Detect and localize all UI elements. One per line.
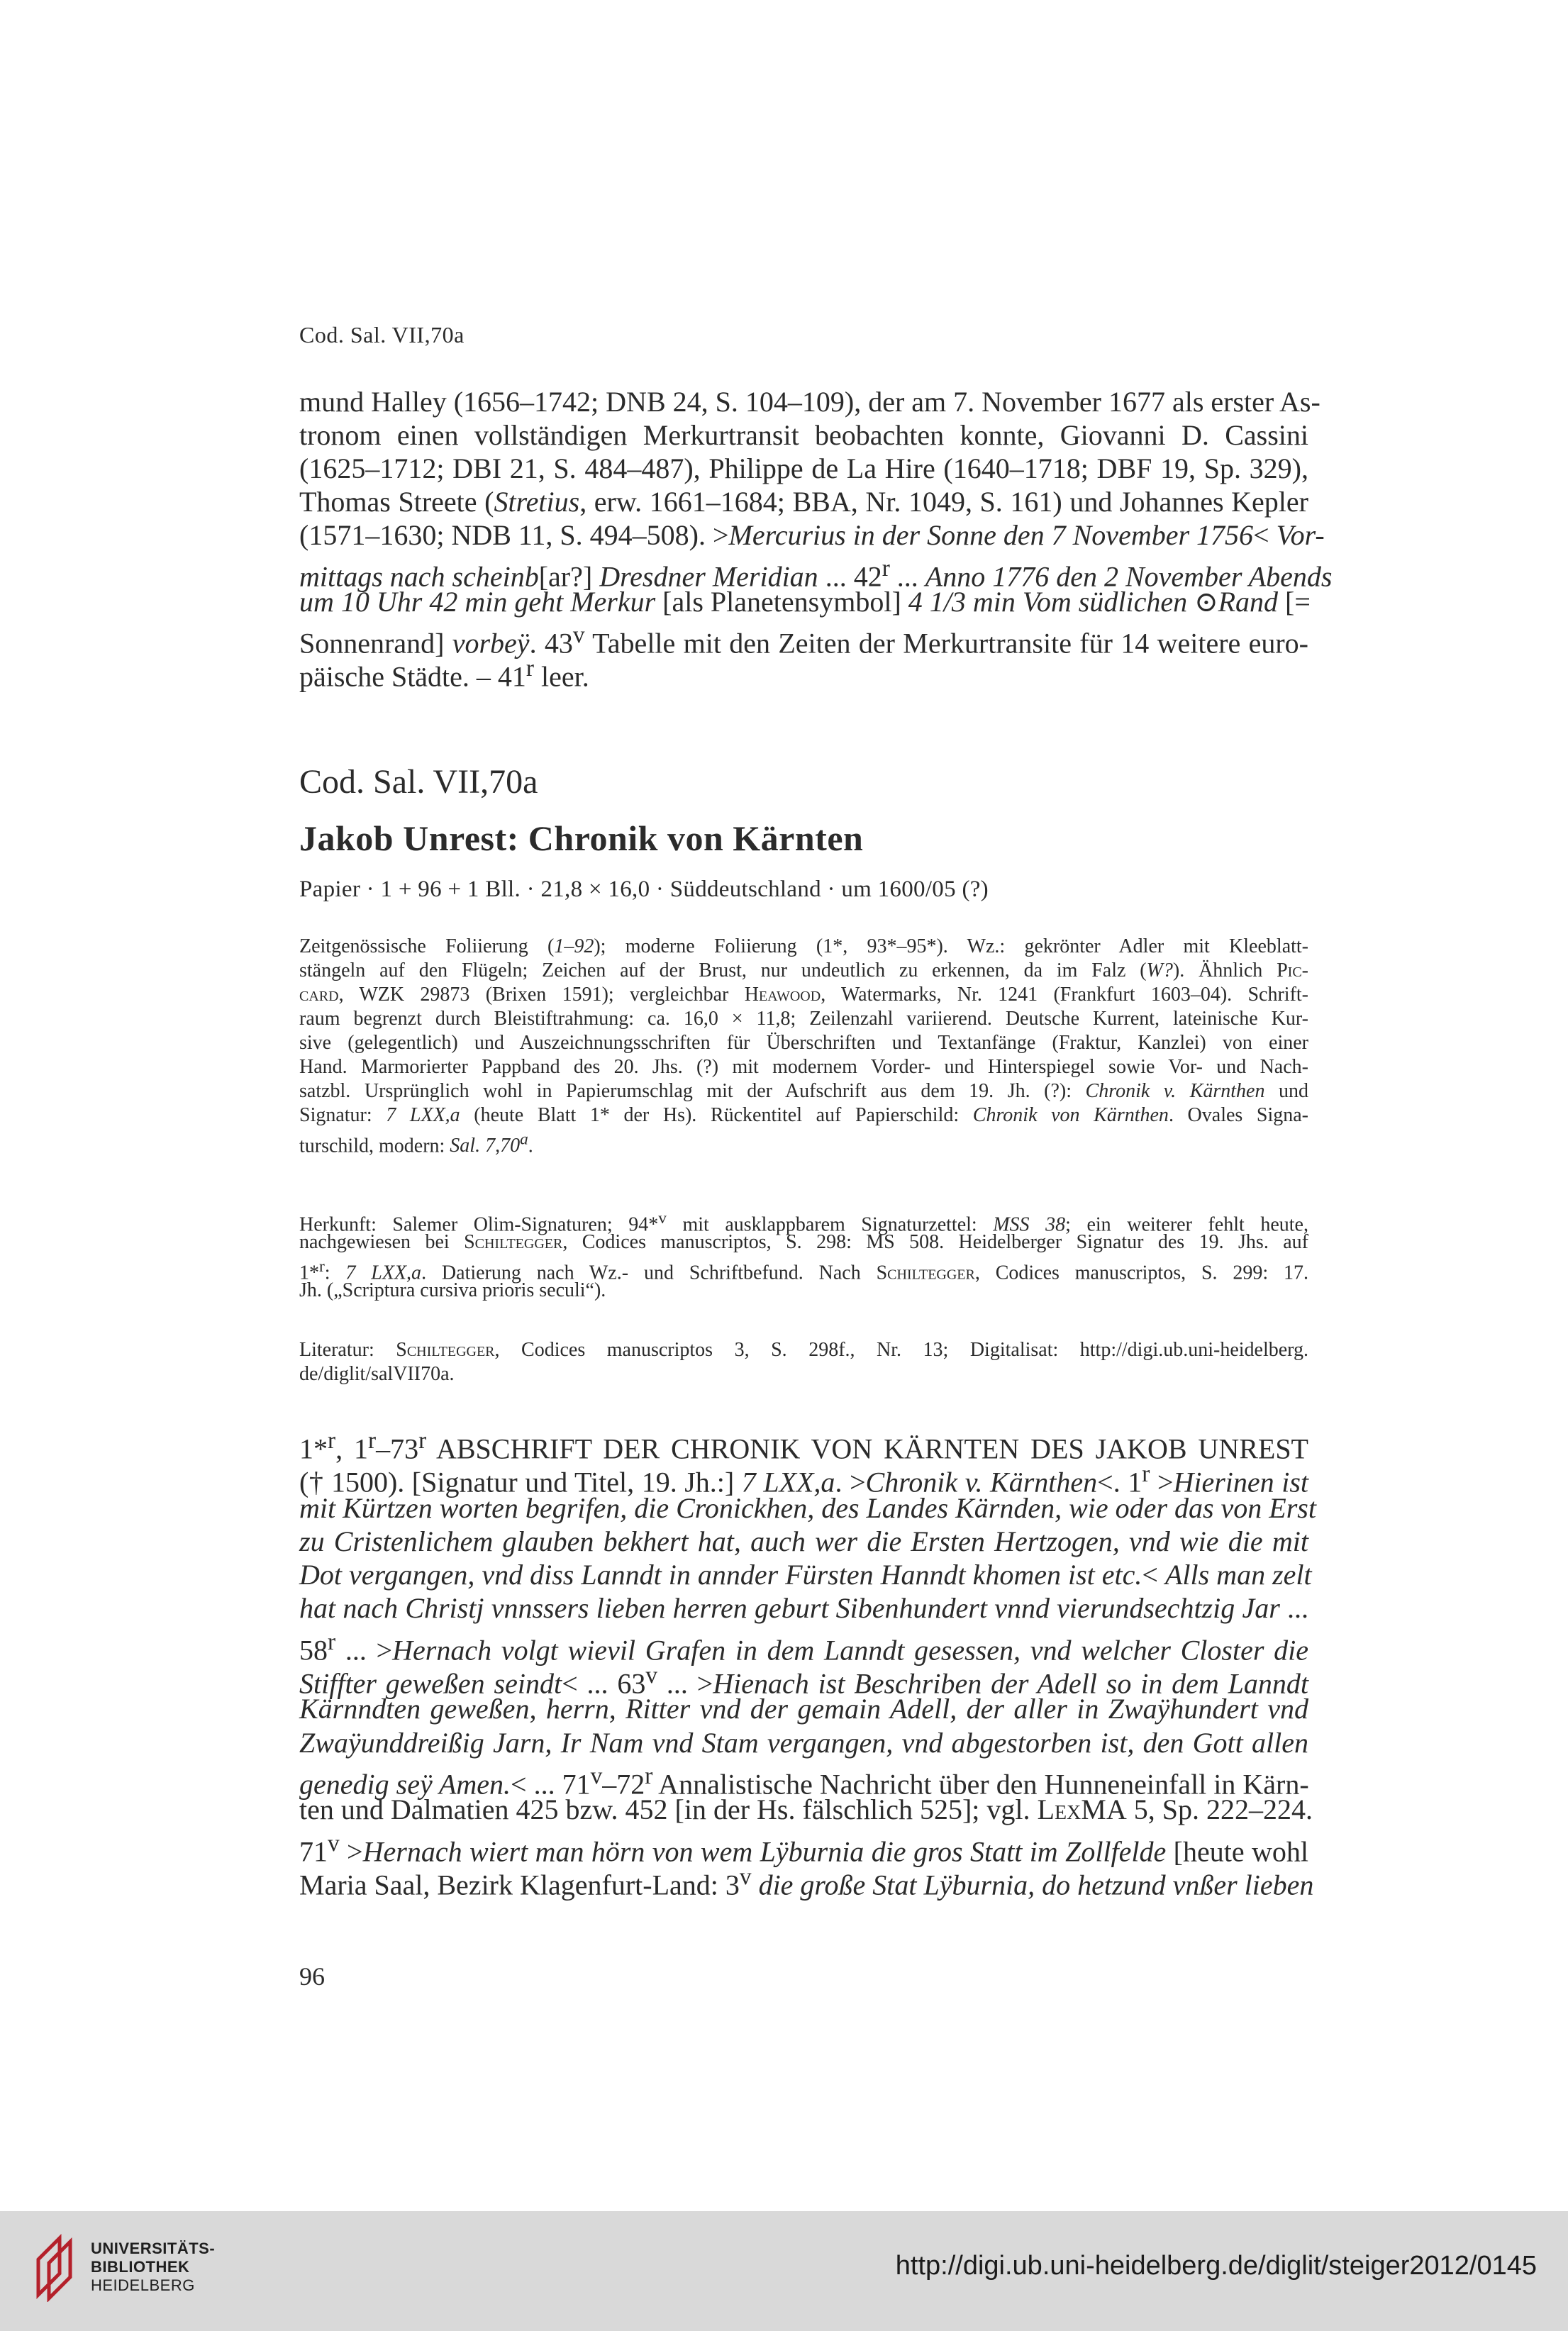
text-line: (1625–1712; DBI 21, S. 484–487), Philippe de La Hire (1640–1718; DBF 19, Sp. 329), — [299, 452, 1308, 484]
text-line: mit Kürtzen worten begrifen, die Cronickhen, des Landes Kärnden, wie oder das von Erst — [299, 1491, 1316, 1524]
text-line: satzbl. Ursprünglich wohl in Papierumschlag mit der Aufschrift aus dem 19. Jh. (?): Chronik v. Kärnthen und — [299, 1080, 1309, 1102]
text-line: nachgewiesen bei Schiltegger, Codices manuscriptos, S. 298: MS 508. Heidelberger Signatur des 19. Jhs. auf — [299, 1231, 1308, 1253]
running-head: Cod. Sal. VII,70a — [299, 322, 465, 347]
text-line: um 10 Uhr 42 min geht Merkur [als Planetensymbol] 4 1/3 min Vom südlichen ⊙Rand [= — [299, 586, 1311, 618]
text-line: genedig seÿ Amen.< ... 71$^v$–72$^r$ Annalistische Nachricht über den Hunneneinfall in Kärn- — [299, 1762, 1309, 1801]
page-number: 96 — [299, 1962, 325, 1991]
text-line: Stiffter geweßen seindt< ... 63$^v$ ... >Hienach ist Beschriben der Adell so in dem Lanndt — [299, 1662, 1309, 1700]
physical-description: Papier · 1 + 96 + 1 Bll. · 21,8 × 16,0 · Süddeutschland · um 1600/05 (?) — [299, 877, 989, 902]
text-line: Dot vergangen, vnd diss Lanndt in annder Fürsten Hanndt khomen ist etc.< Alls man zelt — [299, 1559, 1312, 1591]
library-name-line1: UNIVERSITÄTS- — [91, 2240, 216, 2257]
text-line: Kärnndten geweßen, herrn, Ritter vnd der gemain Adell, der aller in Zwaÿhundert vnd — [299, 1693, 1308, 1725]
library-name — [91, 2240, 215, 2295]
text-line: raum begrenzt durch Bleistiftrahmung: ca. 16,0 × 11,8; Zeilenzahl variierend. Deutsche Kurrent, lateinische Kur- — [299, 1008, 1308, 1030]
text-line: Signatur: 7 LXX,a (heute Blatt 1* der Hs). Rückentitel auf Papierschild: Chronik von Kärnthen. Ovales Signa- — [299, 1104, 1309, 1126]
source-url-link[interactable]: http://digi.ub.uni-heidelberg.de/diglit/steiger2012/0145 — [895, 2251, 1537, 2281]
text-line: († 1500). [Signatur und Titel, 19. Jh.:] 7 LXX,a. >Chronik v. Kärnthen<. $1^r$ >Hierinen ist — [299, 1461, 1309, 1498]
text-line: ten und Dalmatien 425 bzw. 452 [in der Hs. fälschlich 525]; vgl. LexMA 5, Sp. 222–224. — [299, 1793, 1313, 1826]
text-line: stängeln auf den Flügeln; Zeichen auf der Brust, nur undeutlich zu erkennen, da im Falz (W?). Ähnlich Pic- — [299, 959, 1309, 981]
text-line: Literatur: Schiltegger, Codices manuscriptos 3, S. 298f., Nr. 13; Digitalisat: http://digi.ub.uni-heidelberg. — [299, 1339, 1308, 1361]
literature-paragraph — [299, 1338, 1308, 1386]
library-logo-icon — [31, 2231, 81, 2302]
text-line: Zeitgenössische Foliierung (1–92); moderne Foliierung (1*, 93*–95*). Wz.: gekrönter Adler mit Kleeblatt- — [299, 935, 1308, 957]
text-line: mittags nach scheinb[ar?] Dresdner Meridian ... 42$^r$ ... Anno 1776 den 2 November Abends — [299, 555, 1333, 593]
section-title: Jakob Unrest: Chronik von Kärnten — [299, 818, 864, 858]
text-line: $71^v$ >Hernach wiert man hörn von wem Lÿburnia die gros Statt im Zollfelde [heute wohl — [299, 1830, 1308, 1867]
provenance-paragraph — [299, 1206, 1308, 1303]
library-name-line3: HEIDELBERG — [91, 2276, 195, 2294]
text-line: 58$^r$ ... >Hernach volgt wievil Grafen in dem Lanndt gesessen, vnd welcher Closter die — [299, 1628, 1308, 1667]
text-line: 1*$^r$: 7 LXX,a. Datierung nach Wz.- und Schriftbefund. Nach Schiltegger, Codices manuscriptos, S. 299: 17. — [299, 1257, 1309, 1284]
text-line: mund Halley (1656–1742; DNB 24, S. 104–109), der am 7. November 1677 als erster As- — [299, 386, 1320, 418]
text-line: zu Cristenlichem glauben bekhert hat, auch wer die Ersten Hertzogen, vnd wie die mit — [299, 1525, 1308, 1557]
text-line: Zwaÿunddreißig Jarn, Ir Nam vnd Stam vergangen, vnd abgestorben ist, den Gott allen — [299, 1726, 1308, 1759]
text-line: päische Städte. – 41$^r$ leer. — [299, 655, 589, 693]
text-line: Maria Saal, Bezirk Klagenfurt-Land: 3$^v$ die große Stat Lÿburnia, do hetzund vnßer lieben — [299, 1863, 1314, 1901]
top-paragraph — [299, 385, 1333, 693]
text-line: 1*$^r$, 1$^r$–73$^r$ ABSCHRIFT DER CHRONIK VON KÄRNTEN DES JAKOB UNREST — [299, 1428, 1308, 1465]
contents-paragraph — [299, 1424, 1316, 1901]
text-line: turschild, modern: Sal. 7,70$^a$. — [299, 1130, 533, 1157]
text-line: Sonnenrand] vorbeÿ. 43$^v$ Tabelle mit den Zeiten der Merkurtransite für 14 weitere euro- — [299, 622, 1308, 660]
text-line: hat nach Christj vnnssers lieben herren geburt Sibenhundert vnnd vierundsechtzig Jar ... — [299, 1592, 1309, 1625]
text-line: (1571–1630; NDB 11, S. 494–508). >Mercurius in der Sonne den 7 November 1756< Vor- — [299, 519, 1325, 551]
text-line: tronom einen vollständigen Merkurtransit beobachten konnte, Giovanni D. Cassini — [299, 419, 1308, 451]
section-heading: Cod. Sal. VII,70a — [299, 763, 538, 801]
codicological-description — [299, 935, 1309, 1157]
text-line: de/diglit/salVII70a. — [299, 1363, 455, 1385]
text-line: Herkunft: Salemer Olim-Signaturen; 94*$^v$ mit ausklappbarem Signaturzettel: MSS 38; ein weiterer fehlt heute, — [299, 1209, 1308, 1236]
text-line: card, WZK 29873 (Brixen 1591); vergleichbar Heawood, Watermarks, Nr. 1241 (Frankfurt 1603–04). Schrift- — [299, 984, 1308, 1006]
text-line: sive (gelegentlich) und Auszeichnungsschriften für Überschriften und Textanfänge (Fraktur, Kanzlei) von einer — [299, 1032, 1308, 1054]
library-name-line2: BIBLIOTHEK — [91, 2258, 190, 2276]
text-line: Jh. („Scriptura cursiva prioris seculi“). — [299, 1279, 606, 1301]
text-line: Thomas Streete (Stretius, erw. 1661–1684; BBA, Nr. 1049, S. 161) und Johannes Kepler — [299, 486, 1308, 518]
text-line: Hand. Marmorierter Pappband des 20. Jhs. (?) mit modernem Vorder- und Hinterspiegel sowie Vor- und Nach- — [299, 1056, 1308, 1078]
